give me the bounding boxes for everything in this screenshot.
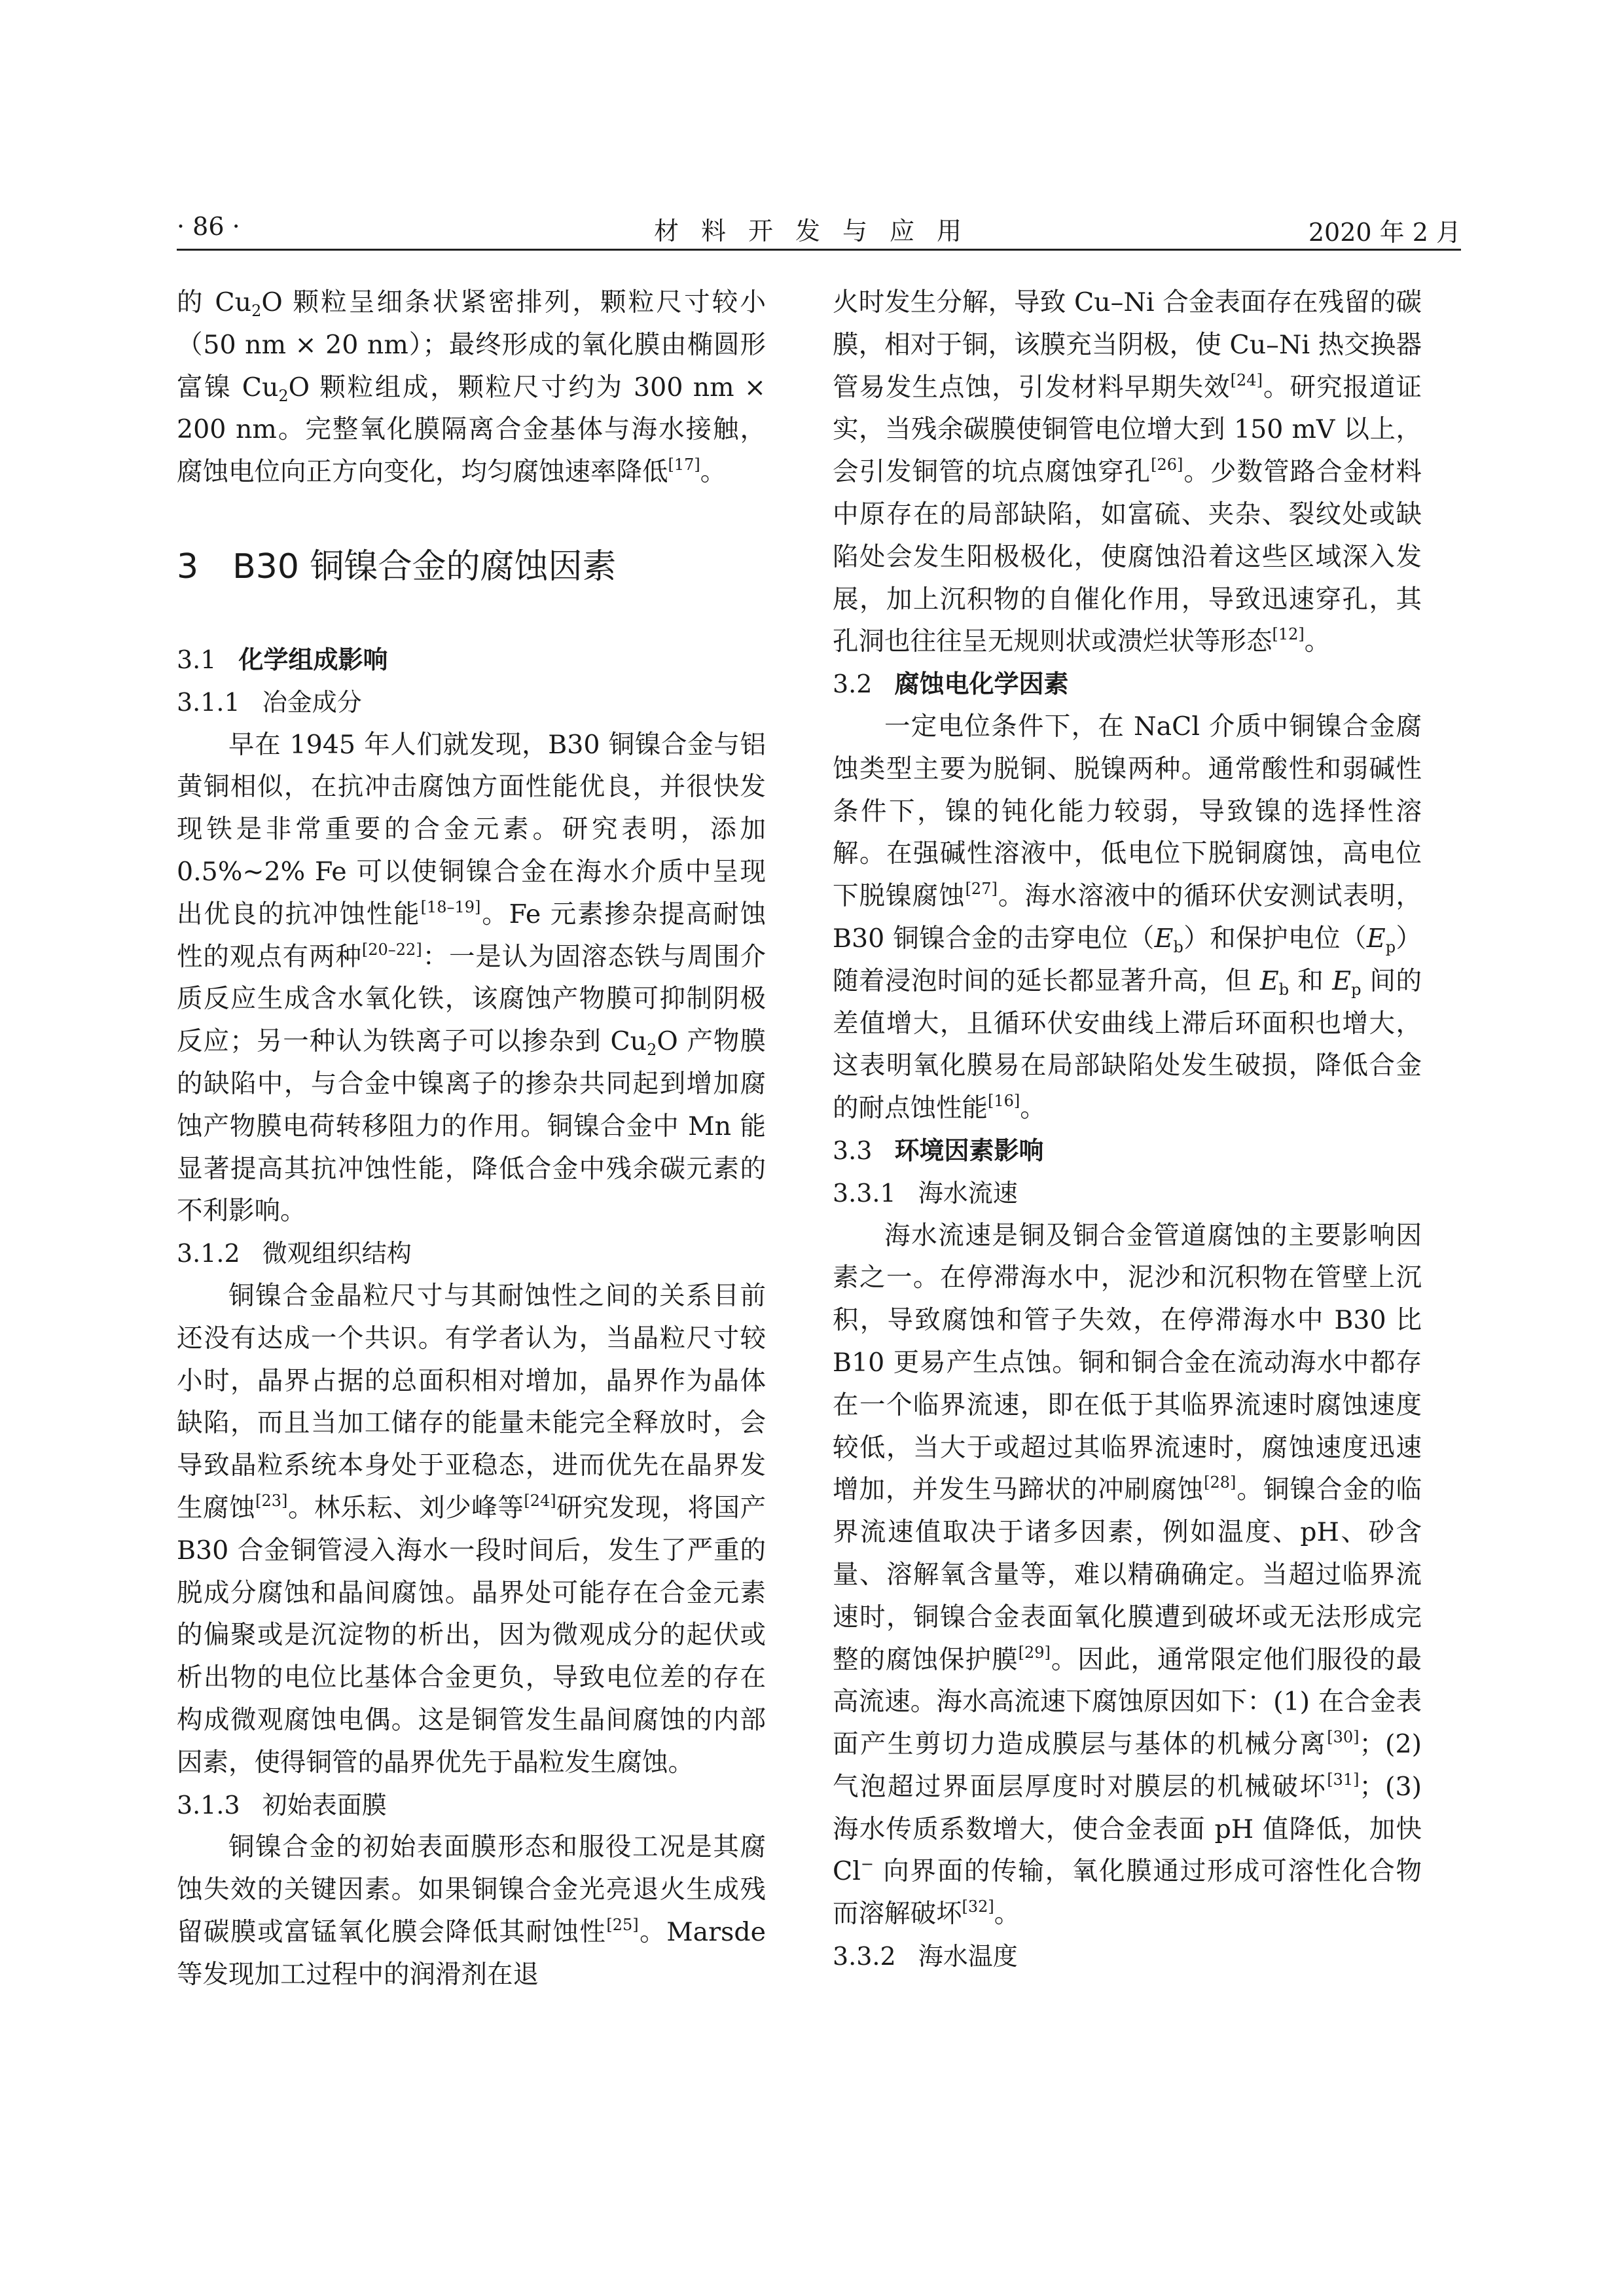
subsubsection-heading-3-1-3: 3.1.3 初始表面膜 bbox=[177, 1790, 387, 1820]
left-column bbox=[177, 281, 766, 1996]
journal-title: 材料开发与应用 bbox=[653, 217, 984, 245]
section-heading-3: 3 B30 铜镍合金的腐蚀因素 bbox=[177, 547, 617, 586]
paragraph-metallurgy: 早在 1945 年人们就发现，B30 铜镍合金与铝黄铜相似，在抗冲击腐蚀方面性能优良，并很快发现铁是非常重要的合金元素。研究表明，添加 0.5%~2% Fe 可以使铜镍合金在海水介质中呈现出优良的抗冲蚀性能[18–19]。Fe 元素掺杂提高耐蚀性的观点有两种[20–22]：一是认为固溶态铁与周围介质反应生成含水氧化铁，该腐蚀产物膜可抑制阴极反应；另一种认为铁离子可以掺杂到 $Cu_2O$ 产物膜的缺陷中，与合金中镍离子的掺杂共同起到增加腐蚀产物膜电荷转移阻力的作用。铜镍合金中 Mn 能显著提高其抗冲蚀性能，降低合金中残余碳元素的不利影响。 bbox=[177, 729, 767, 1227]
citation: [32] bbox=[962, 1897, 994, 1916]
citation: [26] bbox=[1151, 456, 1183, 475]
subsection-heading-3-1: 3.1 化学组成影响 bbox=[177, 645, 388, 674]
subsubsection-heading-3-3-2: 3.3.2 海水温度 bbox=[833, 1942, 1018, 1971]
issue-date: 2020 年 2 月 bbox=[1308, 218, 1461, 247]
citation: [20–22] bbox=[361, 940, 422, 959]
running-header bbox=[177, 208, 1461, 251]
subsection-heading-3-2: 3.2 腐蚀电化学因素 bbox=[833, 670, 1069, 699]
paragraph-flow-velocity: 海水流速是铜及铜合金管道腐蚀的主要影响因素之一。在停滞海水中，泥沙和沉积物在管壁上沉积，导致腐蚀和管子失效，在停滞海水中 B30 比 B10 更易产生点蚀。铜和铜合金在流动海水中都存在一个临界流速，即在低于其临界流速时腐蚀速度较低，当大于或超过其临界流速时，腐蚀速度迅速增加，并发生马蹄状的冲刷腐蚀[28]。铜镍合金的临界流速值取决于诸多因素，例如温度、pH、砂含量、溶解氧含量等，难以精确确定。当超过临界流速时，铜镍合金表面氧化膜遭到破坏或无法形成完整的腐蚀保护膜[29]。因此，通常限定他们服役的最高流速。海水高流速下腐蚀原因如下：(1) 在合金表面产生剪切力造成膜层与基体的机械分离[30]；(2) 气泡超过界面层厚度时对膜层的机械破坏[31]；(3) 海水传质系数增大，使合金表面 pH 值降低，加快 Cl− 向界面的传输，氧化膜通过形成可溶性化合物而溶解破坏[32]。 bbox=[833, 1220, 1422, 1929]
citation: [18–19] bbox=[420, 897, 481, 916]
paragraph-carbon-film: 火时发生分解，导致 Cu–Ni 合金表面存在残留的碳膜，相对于铜，该膜充当阴极，使 Cu–Ni 热交换器管易发生点蚀，引发材料早期失效[24]。研究报道证实，当残余碳膜使铜管电位增大到 150 mV 以上，会引发铜管的坑点腐蚀穿孔[26]。少数管路合金材料中原存在的局部缺陷，如富硫、夹杂、裂纹处或缺陷处会发生阳极极化，使腐蚀沿着这些区域深入发展，加上沉积物的自催化作用，导致迅速穿孔，其孔洞也往往呈无规则状或溃烂状等形态[12]。 bbox=[833, 287, 1422, 657]
subsubsection-heading-3-3-1: 3.3.1 海水流速 bbox=[833, 1178, 1018, 1208]
citation: [28] bbox=[1204, 1473, 1236, 1492]
citation: [24] bbox=[1230, 370, 1263, 389]
paragraph-initial-film: 铜镍合金的初始表面膜形态和服役工况是其腐蚀失效的关键因素。如果铜镍合金光亮退火生成残留碳膜或富锰氧化膜会降低其耐蚀性[25]。Marsde 等发现加工过程中的润滑剂在退 bbox=[177, 1832, 766, 1990]
paragraph-microstructure: 铜镍合金晶粒尺寸与其耐蚀性之间的关系目前还没有达成一个共识。有学者认为，当晶粒尺寸较小时，晶界占据的总面积相对增加，晶界作为晶体缺陷，而且当加工储存的能量未能完全释放时，会导致晶粒系统本身处于亚稳态，进而优先在晶界发生腐蚀[23]。林乐耘、刘少峰等[24]研究发现，将国产 B30 合金铜管浸入海水一段时间后，发生了严重的脱成分腐蚀和晶间腐蚀。晶界处可能存在合金元素的偏聚或是沉淀物的析出，因为微观成分的起伏或析出物的电位比基体合金更负，导致电位差的存在构成微观腐蚀电偶。这是铜管发生晶间腐蚀的内部因素，使得铜管的晶界优先于晶粒发生腐蚀。 bbox=[177, 1280, 767, 1778]
citation: [23] bbox=[255, 1491, 288, 1510]
citation: [16] bbox=[988, 1092, 1020, 1111]
paragraph-electrochemistry: 一定电位条件下，在 NaCl 介质中铜镍合金腐蚀类型主要为脱铜、脱镍两种。通常酸性和弱碱性条件下，镍的钝化能力较弱，导致镍的选择性溶解。在强碱性溶液中，低电位下脱铜腐蚀，高电位下脱镍腐蚀[27]。海水溶液中的循环伏安测试表明，B30 铜镍合金的击穿电位$(E_b)$和保护电位$(E_p)$随着浸泡时间的延长都显著升高，但 $E_b$ 和 $E_p$ 间的差值增大，且循环伏安曲线上滞后环面积也增大，这表明氧化膜易在局部缺陷处发生破损，降低合金的耐点蚀性能[16]。 bbox=[833, 711, 1422, 1124]
citation: [31] bbox=[1327, 1770, 1360, 1789]
citation: [24] bbox=[524, 1491, 556, 1510]
citation: [12] bbox=[1272, 625, 1305, 644]
citation: [17] bbox=[668, 456, 700, 475]
citation: [25] bbox=[606, 1915, 639, 1934]
subsubsection-heading-3-1-1: 3.1.1 冶金成分 bbox=[177, 687, 362, 717]
citation: [29] bbox=[1018, 1643, 1051, 1662]
citation: [30] bbox=[1327, 1728, 1360, 1747]
citation: [27] bbox=[965, 880, 998, 899]
subsection-heading-3-3: 3.3 环境因素影响 bbox=[833, 1136, 1044, 1165]
paragraph-oxide-film: 的 $Cu_2O$ 颗粒呈细条状紧密排列，颗粒尺寸较小（50 nm × 20 nm）；最终形成的氧化膜由椭圆形富镍 $Cu_2O$ 颗粒组成，颗粒尺寸约为 300 nm × 200 nm。完整氧化膜隔离合金基体与海水接触，腐蚀电位向正方向变化，均匀腐蚀速率降低[17]。 bbox=[177, 287, 766, 488]
page-number: · 86 · bbox=[177, 212, 240, 241]
right-column bbox=[833, 281, 1422, 1978]
subsubsection-heading-3-1-2: 3.1.2 微观组织结构 bbox=[177, 1239, 412, 1268]
